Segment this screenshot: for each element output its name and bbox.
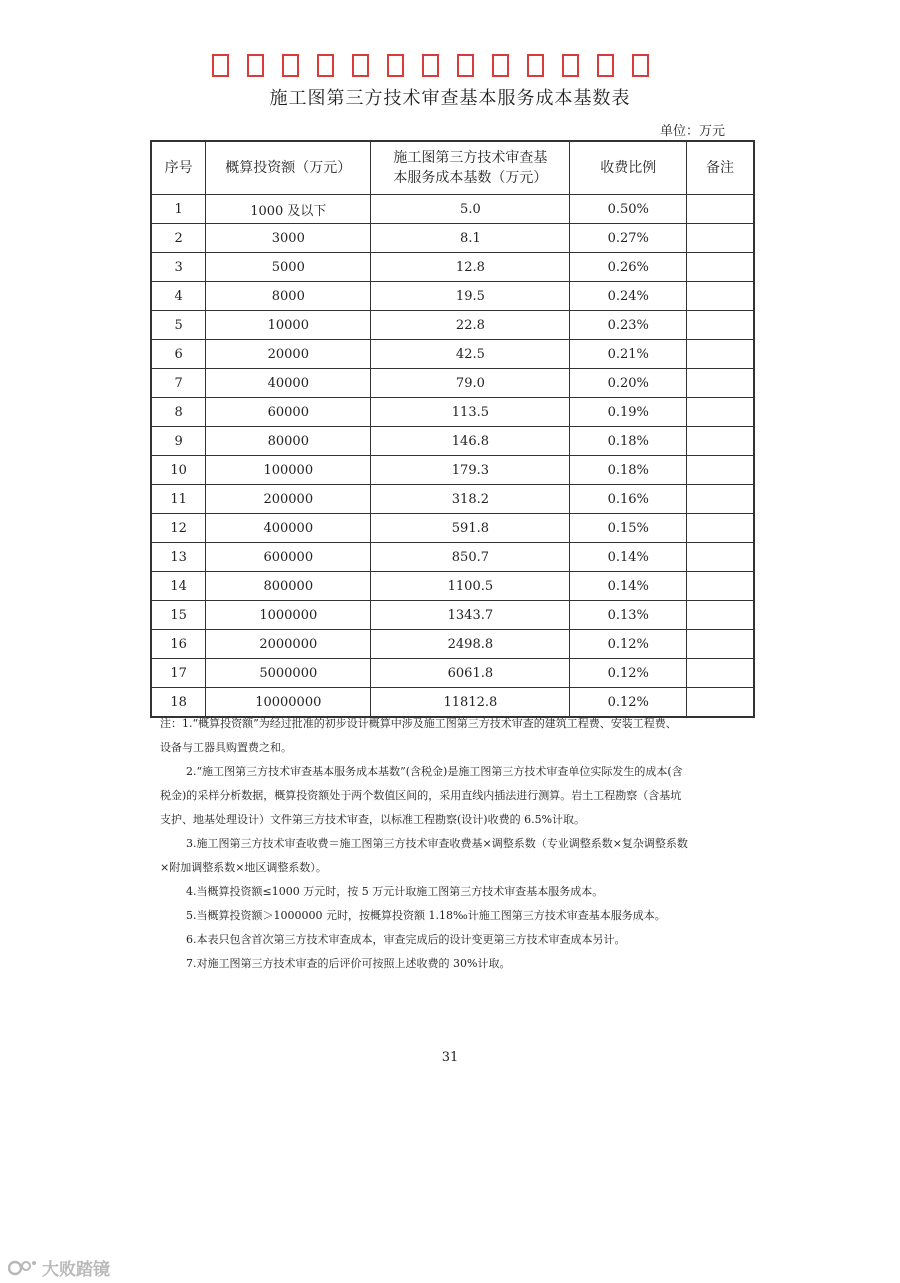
cell-investment: 400000 xyxy=(206,514,371,543)
cell-ratio: 0.13% xyxy=(570,601,687,630)
cell-ratio: 0.12% xyxy=(570,659,687,688)
cell-investment: 200000 xyxy=(206,485,371,514)
note-line: 5.当概算投资额＞1000000 元时，按概算投资额 1.18‰计施工图第三方技术审查基本服务成本。 xyxy=(186,909,666,922)
note-line: ×附加调整系数×地区调整系数）。 xyxy=(160,861,327,874)
table-row xyxy=(151,456,754,485)
table-row xyxy=(151,340,754,369)
cell-investment: 20000 xyxy=(206,340,371,369)
table-row xyxy=(151,427,754,456)
stamp-box xyxy=(317,54,334,77)
header-ratio: 收费比例 xyxy=(570,141,687,195)
cell-investment: 800000 xyxy=(206,572,371,601)
cell-investment: 5000000 xyxy=(206,659,371,688)
stamp-box xyxy=(212,54,229,77)
cell-remark xyxy=(687,398,755,427)
unit-label: 单位：万元 xyxy=(660,124,726,139)
cell-no: 9 xyxy=(151,427,206,456)
cell-ratio: 0.14% xyxy=(570,572,687,601)
header-investment: 概算投资额（万元） xyxy=(206,141,371,195)
header-base-line2: 本服务成本基数（万元） xyxy=(393,170,548,186)
stamp-box xyxy=(352,54,369,77)
cell-remark xyxy=(687,601,755,630)
cell-no: 2 xyxy=(151,224,206,253)
stamp-box xyxy=(632,54,649,77)
header-base xyxy=(371,141,570,195)
note-line: 支护、地基处理设计）文件第三方技术审查，以标准工程勘察(设计)收费的 6.5%计取。 xyxy=(160,813,586,826)
watermark xyxy=(8,1255,110,1280)
cell-base: 8.1 xyxy=(371,224,570,253)
cell-ratio: 0.19% xyxy=(570,398,687,427)
cell-no: 17 xyxy=(151,659,206,688)
cell-ratio: 0.23% xyxy=(570,311,687,340)
cell-base: 19.5 xyxy=(371,282,570,311)
table-body xyxy=(151,195,754,718)
notes-section xyxy=(160,712,760,976)
table-row xyxy=(151,369,754,398)
cell-base: 591.8 xyxy=(371,514,570,543)
stamp-box xyxy=(247,54,264,77)
cell-remark xyxy=(687,195,755,224)
cell-remark xyxy=(687,282,755,311)
stamp-box xyxy=(597,54,614,77)
cell-base: 850.7 xyxy=(371,543,570,572)
cell-ratio: 0.12% xyxy=(570,688,687,718)
table-row xyxy=(151,543,754,572)
cost-base-table xyxy=(150,140,755,718)
header-stamp-boxes xyxy=(212,54,649,77)
cell-ratio: 0.18% xyxy=(570,427,687,456)
cell-no: 11 xyxy=(151,485,206,514)
cell-remark xyxy=(687,311,755,340)
cell-investment: 1000 及以下 xyxy=(206,195,371,224)
table-row xyxy=(151,630,754,659)
cell-base: 12.8 xyxy=(371,253,570,282)
stamp-box xyxy=(282,54,299,77)
cell-ratio: 0.24% xyxy=(570,282,687,311)
cell-investment: 8000 xyxy=(206,282,371,311)
cell-remark xyxy=(687,543,755,572)
cell-no: 12 xyxy=(151,514,206,543)
stamp-box xyxy=(527,54,544,77)
cell-investment: 100000 xyxy=(206,456,371,485)
table-row xyxy=(151,659,754,688)
cell-base: 1100.5 xyxy=(371,572,570,601)
cell-no: 3 xyxy=(151,253,206,282)
cell-investment: 80000 xyxy=(206,427,371,456)
cell-no: 18 xyxy=(151,688,206,718)
cell-base: 79.0 xyxy=(371,369,570,398)
cell-investment: 1000000 xyxy=(206,601,371,630)
cell-investment: 10000 xyxy=(206,311,371,340)
stamp-box xyxy=(457,54,474,77)
cell-base: 113.5 xyxy=(371,398,570,427)
cell-base: 1343.7 xyxy=(371,601,570,630)
table-row xyxy=(151,514,754,543)
cell-ratio: 0.26% xyxy=(570,253,687,282)
cell-ratio: 0.21% xyxy=(570,340,687,369)
cell-remark xyxy=(687,630,755,659)
cell-ratio: 0.16% xyxy=(570,485,687,514)
note-line: 4.当概算投资额≤1000 万元时，按 5 万元计取施工图第三方技术审查基本服务成本。 xyxy=(186,885,604,898)
cell-investment: 600000 xyxy=(206,543,371,572)
note-line: 税金)的采样分析数据，概算投资额处于两个数值区间的，采用直线内插法进行测算。岩土工程勘察（含基坑 xyxy=(160,789,682,802)
cell-no: 1 xyxy=(151,195,206,224)
table-row xyxy=(151,253,754,282)
cell-base: 6061.8 xyxy=(371,659,570,688)
stamp-box xyxy=(562,54,579,77)
document-title: 施工图第三方技术审查基本服务成本基数表 xyxy=(269,88,631,109)
cell-base: 11812.8 xyxy=(371,688,570,718)
table-row xyxy=(151,224,754,253)
note-line: 2.“施工图第三方技术审查基本服务成本基数”(含税金)是施工图第三方技术审查单位实际发生的成本(含 xyxy=(186,765,683,778)
cell-no: 5 xyxy=(151,311,206,340)
cell-base: 22.8 xyxy=(371,311,570,340)
cell-remark xyxy=(687,340,755,369)
cell-ratio: 0.50% xyxy=(570,195,687,224)
cell-investment: 2000000 xyxy=(206,630,371,659)
cell-ratio: 0.12% xyxy=(570,630,687,659)
cell-no: 7 xyxy=(151,369,206,398)
table-row xyxy=(151,572,754,601)
cell-ratio: 0.15% xyxy=(570,514,687,543)
cell-investment: 10000000 xyxy=(206,688,371,718)
table-row xyxy=(151,398,754,427)
page-number: 31 xyxy=(441,1050,459,1065)
stamp-box xyxy=(422,54,439,77)
cell-investment: 5000 xyxy=(206,253,371,282)
cell-base: 179.3 xyxy=(371,456,570,485)
cell-no: 6 xyxy=(151,340,206,369)
header-base-line1: 施工图第三方技术审查基 xyxy=(393,150,548,166)
note-line: 7.对施工图第三方技术审查的后评价可按照上述收费的 30%计取。 xyxy=(186,957,511,970)
cell-remark xyxy=(687,253,755,282)
cell-ratio: 0.27% xyxy=(570,224,687,253)
watermark-text: 大败踏镜 xyxy=(42,1260,110,1280)
table-row xyxy=(151,311,754,340)
cell-investment: 60000 xyxy=(206,398,371,427)
cell-remark xyxy=(687,456,755,485)
table-row xyxy=(151,601,754,630)
cell-no: 15 xyxy=(151,601,206,630)
table-row xyxy=(151,195,754,224)
cell-remark xyxy=(687,427,755,456)
cell-ratio: 0.20% xyxy=(570,369,687,398)
cell-remark xyxy=(687,224,755,253)
note-line: 6.本表只包含首次第三方技术审查成本，审查完成后的设计变更第三方技术审查成本另计。 xyxy=(186,933,626,946)
cell-no: 16 xyxy=(151,630,206,659)
table-row xyxy=(151,485,754,514)
header-no: 序号 xyxy=(151,141,206,195)
cell-base: 2498.8 xyxy=(371,630,570,659)
cell-remark xyxy=(687,514,755,543)
stamp-box xyxy=(387,54,404,77)
cell-no: 14 xyxy=(151,572,206,601)
stamp-box xyxy=(492,54,509,77)
cell-base: 318.2 xyxy=(371,485,570,514)
cell-remark xyxy=(687,485,755,514)
cell-remark xyxy=(687,369,755,398)
cell-no: 13 xyxy=(151,543,206,572)
header-remark: 备注 xyxy=(687,141,755,195)
watermark-logo-icon xyxy=(8,1258,38,1278)
cell-no: 8 xyxy=(151,398,206,427)
cell-remark xyxy=(687,659,755,688)
table-row xyxy=(151,282,754,311)
note-line: 3.施工图第三方技术审查收费＝施工图第三方技术审查收费基×调整系数（专业调整系数×复杂调整系数 xyxy=(186,837,688,850)
cell-ratio: 0.18% xyxy=(570,456,687,485)
cell-remark xyxy=(687,572,755,601)
table-header-row xyxy=(151,141,754,195)
cell-base: 146.8 xyxy=(371,427,570,456)
cell-ratio: 0.14% xyxy=(570,543,687,572)
cell-no: 10 xyxy=(151,456,206,485)
note-line: 注：1.“概算投资额”为经过批准的初步设计概算中涉及施工图第三方技术审查的建筑工程费、安装工程费、 xyxy=(160,717,677,730)
cell-no: 4 xyxy=(151,282,206,311)
cell-investment: 40000 xyxy=(206,369,371,398)
cell-base: 5.0 xyxy=(371,195,570,224)
note-line: 设备与工器具购置费之和。 xyxy=(160,741,292,754)
cell-investment: 3000 xyxy=(206,224,371,253)
cell-base: 42.5 xyxy=(371,340,570,369)
